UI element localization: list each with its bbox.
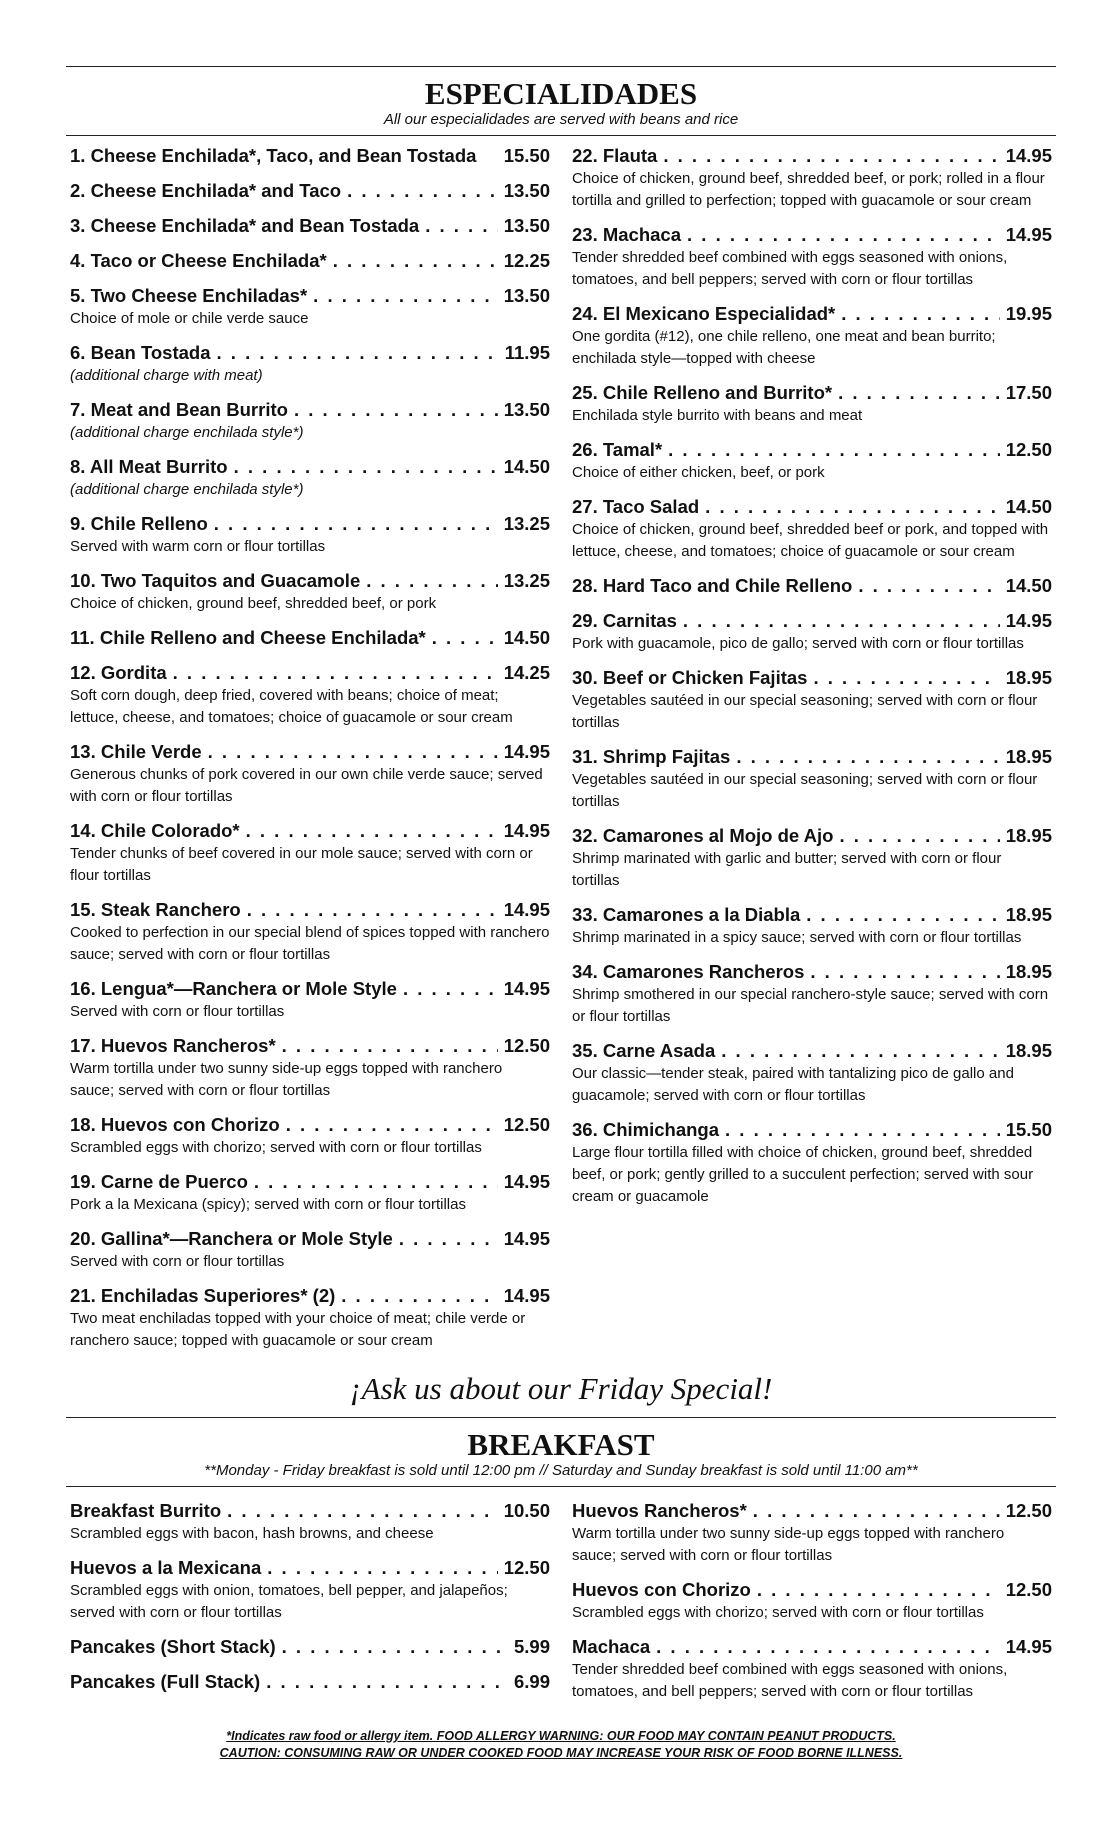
- menu-item: [70, 249, 550, 273]
- dot-leader: [839, 824, 999, 848]
- dot-leader: [841, 302, 999, 326]
- dot-leader: [757, 1578, 1000, 1602]
- dot-leader: [294, 398, 498, 422]
- dot-leader: [341, 1284, 497, 1308]
- menu-item: [70, 512, 550, 558]
- especialidades-rule: [66, 135, 1056, 136]
- menu-item-description: Pork a la Mexicana (spicy); served with corn or flour tortillas: [70, 1196, 466, 1213]
- menu-item-price: 14.50: [1005, 575, 1052, 596]
- menu-item-line: [70, 661, 550, 685]
- menu-item-name: 28. Hard Taco and Chile Relleno: [572, 575, 853, 596]
- menu-item-name: 33. Camarones a la Diabla: [572, 904, 801, 925]
- menu-item-line: [70, 1499, 550, 1523]
- menu-item-price: 14.95: [503, 1171, 550, 1192]
- dot-leader: [214, 512, 498, 536]
- breakfast-title: BREAKFAST: [467, 1427, 655, 1462]
- menu-item-price: 14.50: [503, 627, 550, 648]
- menu-item-description: Scrambled eggs with onion, tomatoes, bell pepper, and jalapeños; served with corn or flour tortillas: [70, 1582, 508, 1621]
- menu-item-line: [70, 1670, 550, 1694]
- dot-leader: [736, 745, 999, 769]
- dot-leader: [282, 1034, 498, 1058]
- menu-item: [572, 824, 1052, 892]
- menu-item-description: Choice of chicken, ground beef, shredded beef, or pork; rolled in a flour tortilla and grilled to perfection; topped with guacamole or sour cream: [572, 170, 1045, 209]
- menu-item-line: [572, 144, 1052, 168]
- menu-item-description: Served with corn or flour tortillas: [70, 1253, 285, 1270]
- menu-item-price: 10.50: [503, 1500, 550, 1521]
- menu-item-line: [70, 179, 550, 203]
- menu-item-price: 18.95: [1005, 904, 1052, 925]
- dot-leader: [286, 1113, 498, 1137]
- menu-item-name: 36. Chimichanga: [572, 1119, 720, 1140]
- menu-item-price: 14.95: [503, 1228, 550, 1249]
- menu-item: [70, 1034, 550, 1102]
- menu-item-line: [70, 1227, 550, 1251]
- menu-item-name: 15. Steak Ranchero: [70, 899, 241, 920]
- menu-item-name: 29. Carnitas: [572, 610, 677, 631]
- menu-item: [70, 455, 550, 501]
- menu-item-price: 12.50: [1005, 1500, 1052, 1521]
- menu-item-name: 17. Huevos Rancheros*: [70, 1035, 276, 1056]
- menu-item-note: (additional charge enchilada style*): [70, 481, 304, 498]
- menu-item: [70, 144, 550, 168]
- menu-item-name: 35. Carne Asada: [572, 1040, 716, 1061]
- menu-item-description: Shrimp smothered in our special ranchero-style sauce; served with corn or flour tortillas: [572, 986, 1049, 1025]
- menu-item-price: 13.50: [503, 215, 550, 236]
- menu-item-price: 14.95: [503, 899, 550, 920]
- menu-item-price: 19.95: [1005, 303, 1052, 324]
- menu-item-line: [572, 666, 1052, 690]
- menu-item-line: [70, 214, 550, 238]
- menu-item: [572, 960, 1052, 1028]
- menu-item-price: 14.95: [1005, 224, 1052, 245]
- dot-leader: [705, 495, 1000, 519]
- menu-item: [70, 179, 550, 203]
- menu-item-line: [70, 455, 550, 479]
- menu-item-description: Vegetables sautéed in our special seasoning; served with corn or flour tortillas: [572, 771, 1038, 810]
- menu-item-name: 27. Taco Salad: [572, 496, 700, 517]
- menu-item: [572, 495, 1052, 563]
- menu-item-name: 26. Tamal*: [572, 439, 663, 460]
- menu-item: [70, 1499, 550, 1545]
- menu-item-line: [70, 898, 550, 922]
- dot-leader: [399, 1227, 498, 1251]
- menu-item: [70, 398, 550, 444]
- menu-item-name: Huevos con Chorizo: [572, 1579, 751, 1600]
- dot-leader: [208, 740, 498, 764]
- menu-item-price: 13.25: [503, 513, 550, 534]
- menu-item-line: [70, 1284, 550, 1308]
- dot-leader: [753, 1499, 1000, 1523]
- menu-item-description: Large flour tortilla filled with choice of chicken, ground beef, shredded beef, or pork; gently grilled to a succulent perfection; served with sour cream or guacamole: [572, 1144, 1034, 1205]
- menu-item: [70, 569, 550, 615]
- dot-leader: [267, 1556, 497, 1580]
- menu-item-price: 14.95: [1005, 145, 1052, 166]
- menu-item-line: [70, 512, 550, 536]
- dot-leader: [810, 960, 999, 984]
- menu-item: [70, 284, 550, 330]
- breakfast-left-column: [70, 1499, 550, 1714]
- dot-leader: [656, 1635, 1000, 1659]
- menu-item-name: 22. Flauta: [572, 145, 658, 166]
- menu-item-description: Scrambled eggs with chorizo; served with corn or flour tortillas: [572, 1604, 984, 1621]
- menu-item-price: 5.99: [513, 1636, 550, 1657]
- menu-item-name: Machaca: [572, 1636, 651, 1657]
- menu-item-description: Pork with guacamole, pico de gallo; served with corn or flour tortillas: [572, 635, 1024, 652]
- menu-item-line: [572, 438, 1052, 462]
- breakfast-right-column: [572, 1499, 1052, 1714]
- menu-item-line: [70, 1034, 550, 1058]
- menu-item: [70, 1556, 550, 1624]
- menu-item-description: Scrambled eggs with bacon, hash browns, and cheese: [70, 1525, 434, 1542]
- breakfast-columns: [66, 1499, 1056, 1714]
- menu-item-price: 15.50: [1005, 1119, 1052, 1140]
- menu-item-name: 2. Cheese Enchilada* and Taco: [70, 180, 342, 201]
- menu-item-name: 8. All Meat Burrito: [70, 456, 228, 477]
- menu-item-price: 17.50: [1005, 382, 1052, 403]
- menu-item: [572, 144, 1052, 212]
- menu-item-price: 6.99: [513, 1671, 550, 1692]
- menu-item-note: (additional charge enchilada style*): [70, 424, 304, 441]
- dot-leader: [432, 626, 498, 650]
- menu-item-name: 7. Meat and Bean Burrito: [70, 399, 288, 420]
- menu-item-price: 12.50: [1005, 1579, 1052, 1600]
- menu-item-note: (additional charge with meat): [70, 367, 263, 384]
- menu-item-description: Tender chunks of beef covered in our mole sauce; served with corn or flour tortillas: [70, 845, 533, 884]
- menu-item: [572, 903, 1052, 949]
- menu-item: [572, 1499, 1052, 1567]
- menu-item-description: Shrimp marinated in a spicy sauce; served with corn or flour tortillas: [572, 929, 1022, 946]
- especialidades-columns: [66, 144, 1056, 1363]
- menu-item-line: [572, 1039, 1052, 1063]
- menu-item-name: 9. Chile Relleno: [70, 513, 208, 534]
- dot-leader: [173, 661, 498, 685]
- menu-item-name: 18. Huevos con Chorizo: [70, 1114, 280, 1135]
- dot-leader: [403, 977, 498, 1001]
- menu-item-description: Choice of either chicken, beef, or pork: [572, 464, 825, 481]
- menu-item-name: 16. Lengua*—Ranchera or Mole Style: [70, 978, 397, 999]
- menu-item-name: 4. Taco or Cheese Enchilada*: [70, 250, 327, 271]
- dot-leader: [227, 1499, 498, 1523]
- menu-item: [70, 214, 550, 238]
- menu-item-line: [572, 1499, 1052, 1523]
- menu-item-line: [70, 284, 550, 308]
- menu-page: [66, 66, 1056, 1762]
- menu-item-description: Choice of mole or chile verde sauce: [70, 310, 309, 327]
- menu-item-price: 12.50: [1005, 439, 1052, 460]
- menu-item: [572, 1578, 1052, 1624]
- menu-item: [70, 626, 550, 650]
- menu-item-price: 14.95: [1005, 1636, 1052, 1657]
- menu-item-price: 14.95: [503, 741, 550, 762]
- top-rule: [66, 66, 1056, 67]
- menu-item: [70, 341, 550, 387]
- especialidades-subtitle: All our especialidades are served with beans and rice: [383, 111, 739, 128]
- menu-item: [70, 1170, 550, 1216]
- menu-item-price: 18.95: [1005, 746, 1052, 767]
- dot-leader: [247, 898, 498, 922]
- menu-item-name: Pancakes (Full Stack): [70, 1671, 261, 1692]
- menu-item-price: 15.50: [503, 145, 550, 166]
- footer-line-2: CAUTION: CONSUMING RAW OR UNDER COOKED FOOD MAY INCREASE YOUR RISK OF FOOD BORNE ILLNESS.: [219, 1746, 903, 1760]
- dot-leader: [721, 1039, 999, 1063]
- breakfast-top-rule: [66, 1417, 1056, 1418]
- menu-item-name: Huevos a la Mexicana: [70, 1557, 262, 1578]
- menu-item-line: [572, 302, 1052, 326]
- dot-leader: [313, 284, 498, 308]
- menu-item: [70, 819, 550, 887]
- menu-item-description: Choice of chicken, ground beef, shredded beef, or pork: [70, 595, 437, 612]
- dot-leader: [683, 609, 1000, 633]
- dot-leader: [234, 455, 498, 479]
- menu-item-description: Enchilada style burrito with beans and meat: [572, 407, 863, 424]
- especialidades-title: ESPECIALIDADES: [424, 76, 698, 111]
- menu-item-name: Breakfast Burrito: [70, 1500, 222, 1521]
- menu-item-description: Two meat enchiladas topped with your choice of meat; chile verde or ranchero sauce; topped with guacamole or sour cream: [70, 1310, 526, 1349]
- menu-item-line: [572, 381, 1052, 405]
- allergy-footer: [66, 1728, 1056, 1762]
- menu-item-line: [70, 626, 550, 650]
- dot-leader: [813, 666, 999, 690]
- menu-item-name: 14. Chile Colorado*: [70, 820, 240, 841]
- menu-item-price: 12.25: [503, 250, 550, 271]
- menu-item-name: 32. Camarones al Mojo de Ajo: [572, 825, 834, 846]
- menu-item-line: [70, 249, 550, 273]
- menu-item-name: 30. Beef or Chicken Fajitas: [572, 667, 808, 688]
- menu-item-price: 14.95: [503, 820, 550, 841]
- menu-item-line: [572, 1118, 1052, 1142]
- menu-item-description: Vegetables sautéed in our special seasoning; served with corn or flour tortillas: [572, 692, 1038, 731]
- menu-item-description: Our classic—tender steak, paired with tantalizing pico de gallo and guacamole; served with corn or flour tortillas: [572, 1065, 1014, 1104]
- menu-item-price: 18.95: [1005, 1040, 1052, 1061]
- menu-item-description: Served with warm corn or flour tortillas: [70, 538, 326, 555]
- menu-item-line: [572, 1635, 1052, 1659]
- menu-item-line: [70, 569, 550, 593]
- menu-item-line: [572, 960, 1052, 984]
- menu-item: [70, 661, 550, 729]
- menu-item: [70, 1284, 550, 1352]
- menu-item-price: 18.95: [1005, 961, 1052, 982]
- menu-item: [70, 977, 550, 1023]
- menu-item-name: 20. Gallina*—Ranchera or Mole Style: [70, 1228, 393, 1249]
- menu-item-name: 3. Cheese Enchilada* and Bean Tostada: [70, 215, 420, 236]
- menu-item-line: [572, 824, 1052, 848]
- dot-leader: [254, 1170, 498, 1194]
- menu-item-price: 14.25: [503, 662, 550, 683]
- menu-item-line: [70, 1635, 550, 1659]
- menu-item-name: 21. Enchiladas Superiores* (2): [70, 1285, 336, 1306]
- menu-item-name: Huevos Rancheros*: [572, 1500, 747, 1521]
- menu-item-line: [70, 398, 550, 422]
- menu-item-price: 14.95: [503, 1285, 550, 1306]
- menu-item-line: [572, 903, 1052, 927]
- dot-leader: [282, 1635, 508, 1659]
- menu-item-name: 12. Gordita: [70, 662, 167, 683]
- menu-item-description: Generous chunks of pork covered in our own chile verde sauce; served with corn or flour tortillas: [70, 766, 543, 805]
- menu-item: [572, 1039, 1052, 1107]
- dot-leader: [725, 1118, 1000, 1142]
- menu-item: [572, 381, 1052, 427]
- menu-item: [572, 223, 1052, 291]
- menu-item: [70, 1635, 550, 1659]
- especialidades-left-column: [70, 144, 550, 1363]
- menu-item-description: Soft corn dough, deep fried, covered with beans; choice of meat; lettuce, cheese, and tomatoes; choice of guacamole or sour cream: [70, 687, 513, 726]
- menu-item: [70, 898, 550, 966]
- menu-item-price: 13.50: [503, 285, 550, 306]
- dot-leader: [858, 574, 999, 598]
- menu-item: [572, 302, 1052, 370]
- menu-item-line: [572, 1578, 1052, 1602]
- breakfast-rule: [66, 1486, 1056, 1487]
- menu-item-name: 25. Chile Relleno and Burrito*: [572, 382, 833, 403]
- menu-item-description: Cooked to perfection in our special blend of spices topped with ranchero sauce; served with corn or flour tortillas: [70, 924, 550, 963]
- menu-item-description: Scrambled eggs with chorizo; served with corn or flour tortillas: [70, 1139, 482, 1156]
- menu-item-name: 11. Chile Relleno and Cheese Enchilada*: [70, 627, 426, 648]
- dot-leader: [366, 569, 497, 593]
- menu-item-line: [572, 609, 1052, 633]
- menu-item: [70, 1670, 550, 1694]
- menu-item-name: 23. Machaca: [572, 224, 682, 245]
- menu-item-price: 13.25: [503, 570, 550, 591]
- menu-item-name: 34. Camarones Rancheros: [572, 961, 805, 982]
- menu-item: [70, 1227, 550, 1273]
- menu-item-description: Tender shredded beef combined with eggs seasoned with onions, tomatoes, and bell peppers; served with corn or flour tortillas: [572, 1661, 1008, 1700]
- menu-item-line: [70, 341, 550, 365]
- menu-item-line: [70, 819, 550, 843]
- menu-item-name: 31. Shrimp Fajitas: [572, 746, 731, 767]
- menu-item-line: [572, 223, 1052, 247]
- menu-item-description: Choice of chicken, ground beef, shredded beef or pork, and topped with lettuce, cheese, and tomatoes; choice of guacamole or sour cream: [572, 521, 1049, 560]
- menu-item-price: 14.50: [503, 456, 550, 477]
- menu-item: [70, 1113, 550, 1159]
- menu-item-line: [572, 495, 1052, 519]
- dot-leader: [838, 381, 1000, 405]
- menu-item-name: 6. Bean Tostada: [70, 342, 211, 363]
- friday-special: ¡Ask us about our Friday Special!: [349, 1371, 773, 1406]
- dot-leader: [806, 903, 999, 927]
- menu-item-line: [70, 740, 550, 764]
- menu-item-price: 14.95: [1005, 610, 1052, 631]
- menu-item-name: 5. Two Cheese Enchiladas*: [70, 285, 308, 306]
- menu-item-line: [572, 745, 1052, 769]
- menu-item-price: 11.95: [504, 342, 550, 363]
- menu-item-price: 14.50: [1005, 496, 1052, 517]
- dot-leader: [425, 214, 497, 238]
- menu-item-description: One gordita (#12), one chile relleno, one meat and bean burrito; enchilada style—topped with cheese: [572, 328, 996, 367]
- menu-item-price: 12.50: [503, 1557, 550, 1578]
- menu-item: [572, 438, 1052, 484]
- menu-item-name: 1. Cheese Enchilada*, Taco, and Bean Tostada: [70, 145, 477, 166]
- menu-item: [572, 574, 1052, 598]
- dot-leader: [663, 144, 999, 168]
- dot-leader: [687, 223, 1000, 247]
- menu-item-price: 13.50: [503, 399, 550, 420]
- breakfast-subtitle: **Monday - Friday breakfast is sold until 12:00 pm // Saturday and Sunday breakfast is sold until 11:00 am**: [204, 1462, 918, 1479]
- menu-item-price: 13.50: [503, 180, 550, 201]
- dot-leader: [333, 249, 498, 273]
- menu-item-line: [70, 977, 550, 1001]
- menu-item-description: Warm tortilla under two sunny side-up eggs topped with ranchero sauce; served with corn or flour tortillas: [70, 1060, 503, 1099]
- menu-item-description: Shrimp marinated with garlic and butter; served with corn or flour tortillas: [572, 850, 1002, 889]
- menu-item-price: 18.95: [1005, 825, 1052, 846]
- menu-item-description: Tender shredded beef combined with eggs seasoned with onions, tomatoes, and bell peppers; served with corn or flour tortillas: [572, 249, 1008, 288]
- menu-item-name: 10. Two Taquitos and Guacamole: [70, 570, 361, 591]
- dot-leader: [347, 179, 498, 203]
- menu-item: [572, 1118, 1052, 1208]
- menu-item: [70, 740, 550, 808]
- menu-item-line: [70, 1170, 550, 1194]
- menu-item-description: Served with corn or flour tortillas: [70, 1003, 285, 1020]
- menu-item: [572, 745, 1052, 813]
- dot-leader: [246, 819, 498, 843]
- menu-item: [572, 609, 1052, 655]
- menu-item-line: [572, 574, 1052, 598]
- menu-item: [572, 1635, 1052, 1703]
- menu-item-price: 12.50: [503, 1114, 550, 1135]
- menu-item-name: 19. Carne de Puerco: [70, 1171, 248, 1192]
- menu-item-price: 12.50: [503, 1035, 550, 1056]
- menu-item-line: [70, 1113, 550, 1137]
- menu-item-description: Warm tortilla under two sunny side-up eggs topped with ranchero sauce; served with corn or flour tortillas: [572, 1525, 1005, 1564]
- menu-item-line: [70, 144, 550, 168]
- menu-item-price: 18.95: [1005, 667, 1052, 688]
- dot-leader: [668, 438, 1000, 462]
- menu-item-line: [70, 1556, 550, 1580]
- footer-line-1: *Indicates raw food or allergy item. FOOD ALLERGY WARNING: OUR FOOD MAY CONTAIN PEANUT PRODUCTS.: [226, 1729, 896, 1743]
- dot-leader: [217, 341, 499, 365]
- menu-item-name: 24. El Mexicano Especialidad*: [572, 303, 836, 324]
- menu-item: [572, 666, 1052, 734]
- menu-item-name: Pancakes (Short Stack): [70, 1636, 276, 1657]
- dot-leader: [266, 1670, 508, 1694]
- menu-item-name: 13. Chile Verde: [70, 741, 202, 762]
- especialidades-right-column: [572, 144, 1052, 1363]
- menu-item-price: 14.95: [503, 978, 550, 999]
